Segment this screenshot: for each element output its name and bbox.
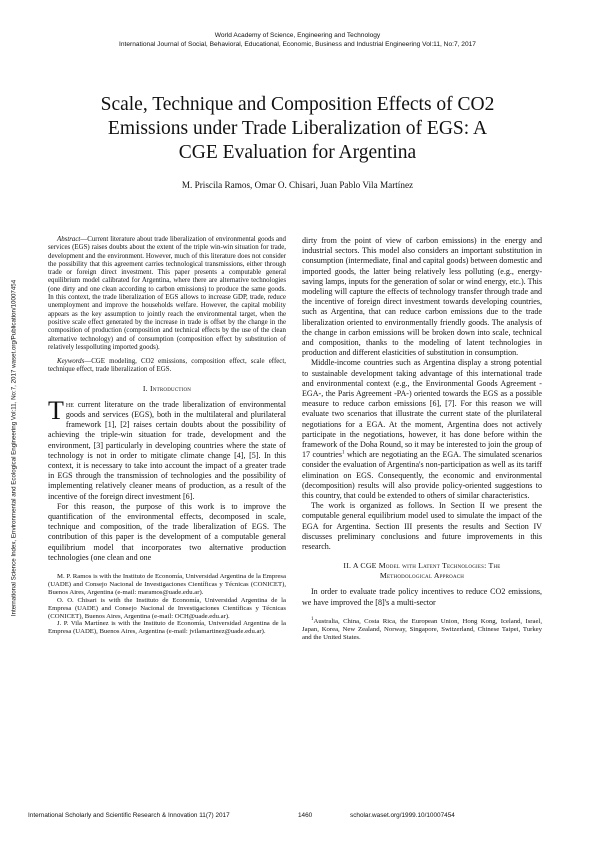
footer-publisher: International Scholarly and Scientific Research & Innovation 11(7) 2017 [28, 812, 230, 819]
paper-title [40, 93, 555, 165]
keywords-label: Keywords [57, 358, 85, 366]
intro-paragraph-5: The work is organized as follows. In Section II we present the computable general equilibrium model used to simulate the impact of the EGA for Argentina. Section III presents the results and Section IV discusses preliminary conclusions and future improvements in this research. [302, 501, 542, 552]
intro-paragraph-4-text-a: Middle-income countries such as Argentina display a strong potential to sustainable development taking advantage of this international trade and environmental context (e.g., the Environmental Goods Agreement -EGA-, the Paris Agreement -PA-) oriented towards the EGS as a possible measure to reduce carbon emissions [6], [7]. For this reason we will evaluate two scenarios that illustrate the current state of the plurilateral negotiations for a EGA. At the moment, Argentina does not actively participate in the negotiations, however, it has done before within the framework of the Doha Round, so it may be interested to join the group of 17 countries [302, 358, 542, 460]
paper-title-line-2: Emissions under Trade Liberalization of EGS: A [107, 118, 488, 139]
intro-paragraph-2: For this reason, the purpose of this work is to improve the quantification of the environmental effects, decomposed in scale, technique and composition, of the trade liberalization of EGS. The contribution of this paper is the development of a computable general equilibrium model that incorporates two alternative production technologies (one clean and one [48, 501, 286, 562]
intro-paragraph-1 [48, 395, 286, 502]
footnote [302, 618, 542, 642]
footnote-text: Australia, China, Costa Rica, the European Union, Hong Kong, Iceland, Israel, Japan, Korea, New Zealand, Norway, Singapore, Switzerland, Chinese Taipei, Turkey and the United States. [302, 617, 542, 641]
affiliation-ramos: M. P. Ramos is with the Instituto de Economía, Universidad Argentina de la Empresa (UADE) and Consejo Nacional de Investigaciones Científicas y Técnicas (CONICET), Buenos Aires, Argentina (e-mail: maramos@uade.edu.ar). [48, 573, 286, 596]
affiliation-chisari: O. O. Chisari is with the Instituto de Economía, Universidad Argentina de la Empresa (UADE) and Consejo Nacional de Investigaciones Científicas y Técnicas (CONICET), Buenos Aires, Argentina (e-mail: OCH@uade.edu.ar). [48, 596, 286, 620]
keywords [48, 358, 286, 375]
section-heading-model-line-1: II. A CGE Model with Latent Technologies: The [343, 561, 501, 571]
section-heading-model [302, 561, 542, 581]
footer-url[interactable]: scholar.waset.org/1999.10/10007454 [350, 812, 455, 819]
section-heading-model-line-2: Methodological Approach [379, 571, 465, 581]
journal-header-org: World Academy of Science, Engineering and Technology [214, 32, 381, 39]
footnote-ref: 1 [342, 450, 345, 456]
drop-cap-word: he [65, 399, 74, 409]
abstract [48, 236, 286, 352]
authors: M. Priscila Ramos, Omar O. Chisari, Juan Pablo Vila Martínez [181, 180, 414, 190]
paper-title-line-3: CGE Evaluation for Argentina [178, 142, 417, 163]
intro-paragraph-3: dirty from the point of view of carbon emissions) in the energy and industrial sectors. This model also considers an important substitution in consumption (intermediate, final and capital goods) between domestic and imported goods, the latter being relatively less polluting (e.g., energy-saving lamps, inputs for the generation of solar or wind energy, etc.). This modeling will capture the effects of technology transfer through trade and the incentive of foreign direct investment towards developing countries, such as Argentina, that can reduce carbon emissions due to the trade liberalization oriented to environmentally friendly goods. The analysis of the change in carbon emissions will be broken down into scale, technical and composition, thanks to the modeling of latent technologies in production and different elasticities of substitution in consumption. [302, 236, 542, 358]
model-paragraph-1: In order to evaluate trade policy incentives to reduce CO2 emissions, we have improved the [8]'s a multi-sector [302, 587, 542, 607]
left-column [48, 236, 286, 816]
paper-title-line-1: Scale, Technique and Composition Effects of CO2 [100, 94, 495, 115]
right-column [302, 236, 542, 812]
intro-paragraph-1-text: current literature on the trade liberalization of environmental goods and services (EGS), both in the multilateral and plurilateral framework [1], [2] raises certain doubts about the possibility of achieving the triple-win situation for trade, development and the environment, [3] particularly in developing countries where the state of technology is not in order to mitigate climate change [4], [5]. In this context, it is necessary to take into account the impact of a greater trade in EGS through the transmission of technologies and the possibility of implementing relatively cleaner means of production, as a result of the incentive of the foreign direct investment [6]. [48, 399, 286, 501]
intro-paragraph-4-text-b: which are negotiating an the EGA. The simulated scenarios consider the evaluation of Argentina's non-participation as well as its tariff elimination on EGS. Consequently, the economic and environmental (decomposition) results will also provide policy-oriented suggestions to this country, that could be extended to others of similar characteristics. [302, 450, 542, 501]
sidebar-citation [8, 230, 20, 666]
journal-header-volume: International Journal of Social, Behavioral, Educational, Economic, Business and Industrial Engineering Vol:11, No:7, 2017 [119, 41, 476, 48]
section-heading-introduction: I. Introduction [142, 383, 192, 393]
abstract-text: —Current literature about trade liberalization of environmental goods and services (EGS) raises doubts about the extent of the triple win-win situation for trade, development and the environment. However, much of this literature does not consider the possibility that this agreement carries technological transmissions, either through trade or foreign direct investment. This paper presents a computable general equilibrium model calibrated for Argentina, where there are alternative technologies (one dirty and one clean according to carbon emissions) to produce the same goods. In this context, the trade liberalization of EGS allows to increase GDP, trade, reduce unemployment and improve the households welfare. However, the capital mobility appears as the key assumption to jointly reach the environmental target, when the positive scale effect generated by the increase in trade is offset by the change in the composition of production (composition and technical effects by the use of the clean alternative technology) and of consumption (composition effect by substitution of relatively lesspolluting imported goods). [48, 236, 286, 351]
drop-cap: T [48, 395, 64, 425]
keywords-text: —CGE modeling, CO2 emissions, composition effect, scale effect, technique effect, trade liberalization of EGS. [48, 358, 286, 374]
abstract-label: Abstract [57, 236, 81, 243]
affiliation-vila-martinez: J. P. Vila Martínez is with the Instituto de Economía, Universidad Argentina de la Empresa (UADE), Buenos Aires, Argentina (e-mail: jvilamartinez@uade.edu.ar). [48, 620, 286, 636]
intro-paragraph-4 [302, 358, 542, 501]
footer-page-number: 1460 [298, 812, 313, 819]
sidebar-citation-text: International Science Index, Environmental and Ecological Engineering Vol:11, No:7, 2017 waset.org/Publication/10007454 [10, 279, 18, 617]
footnote-mark: 1 [311, 616, 314, 622]
